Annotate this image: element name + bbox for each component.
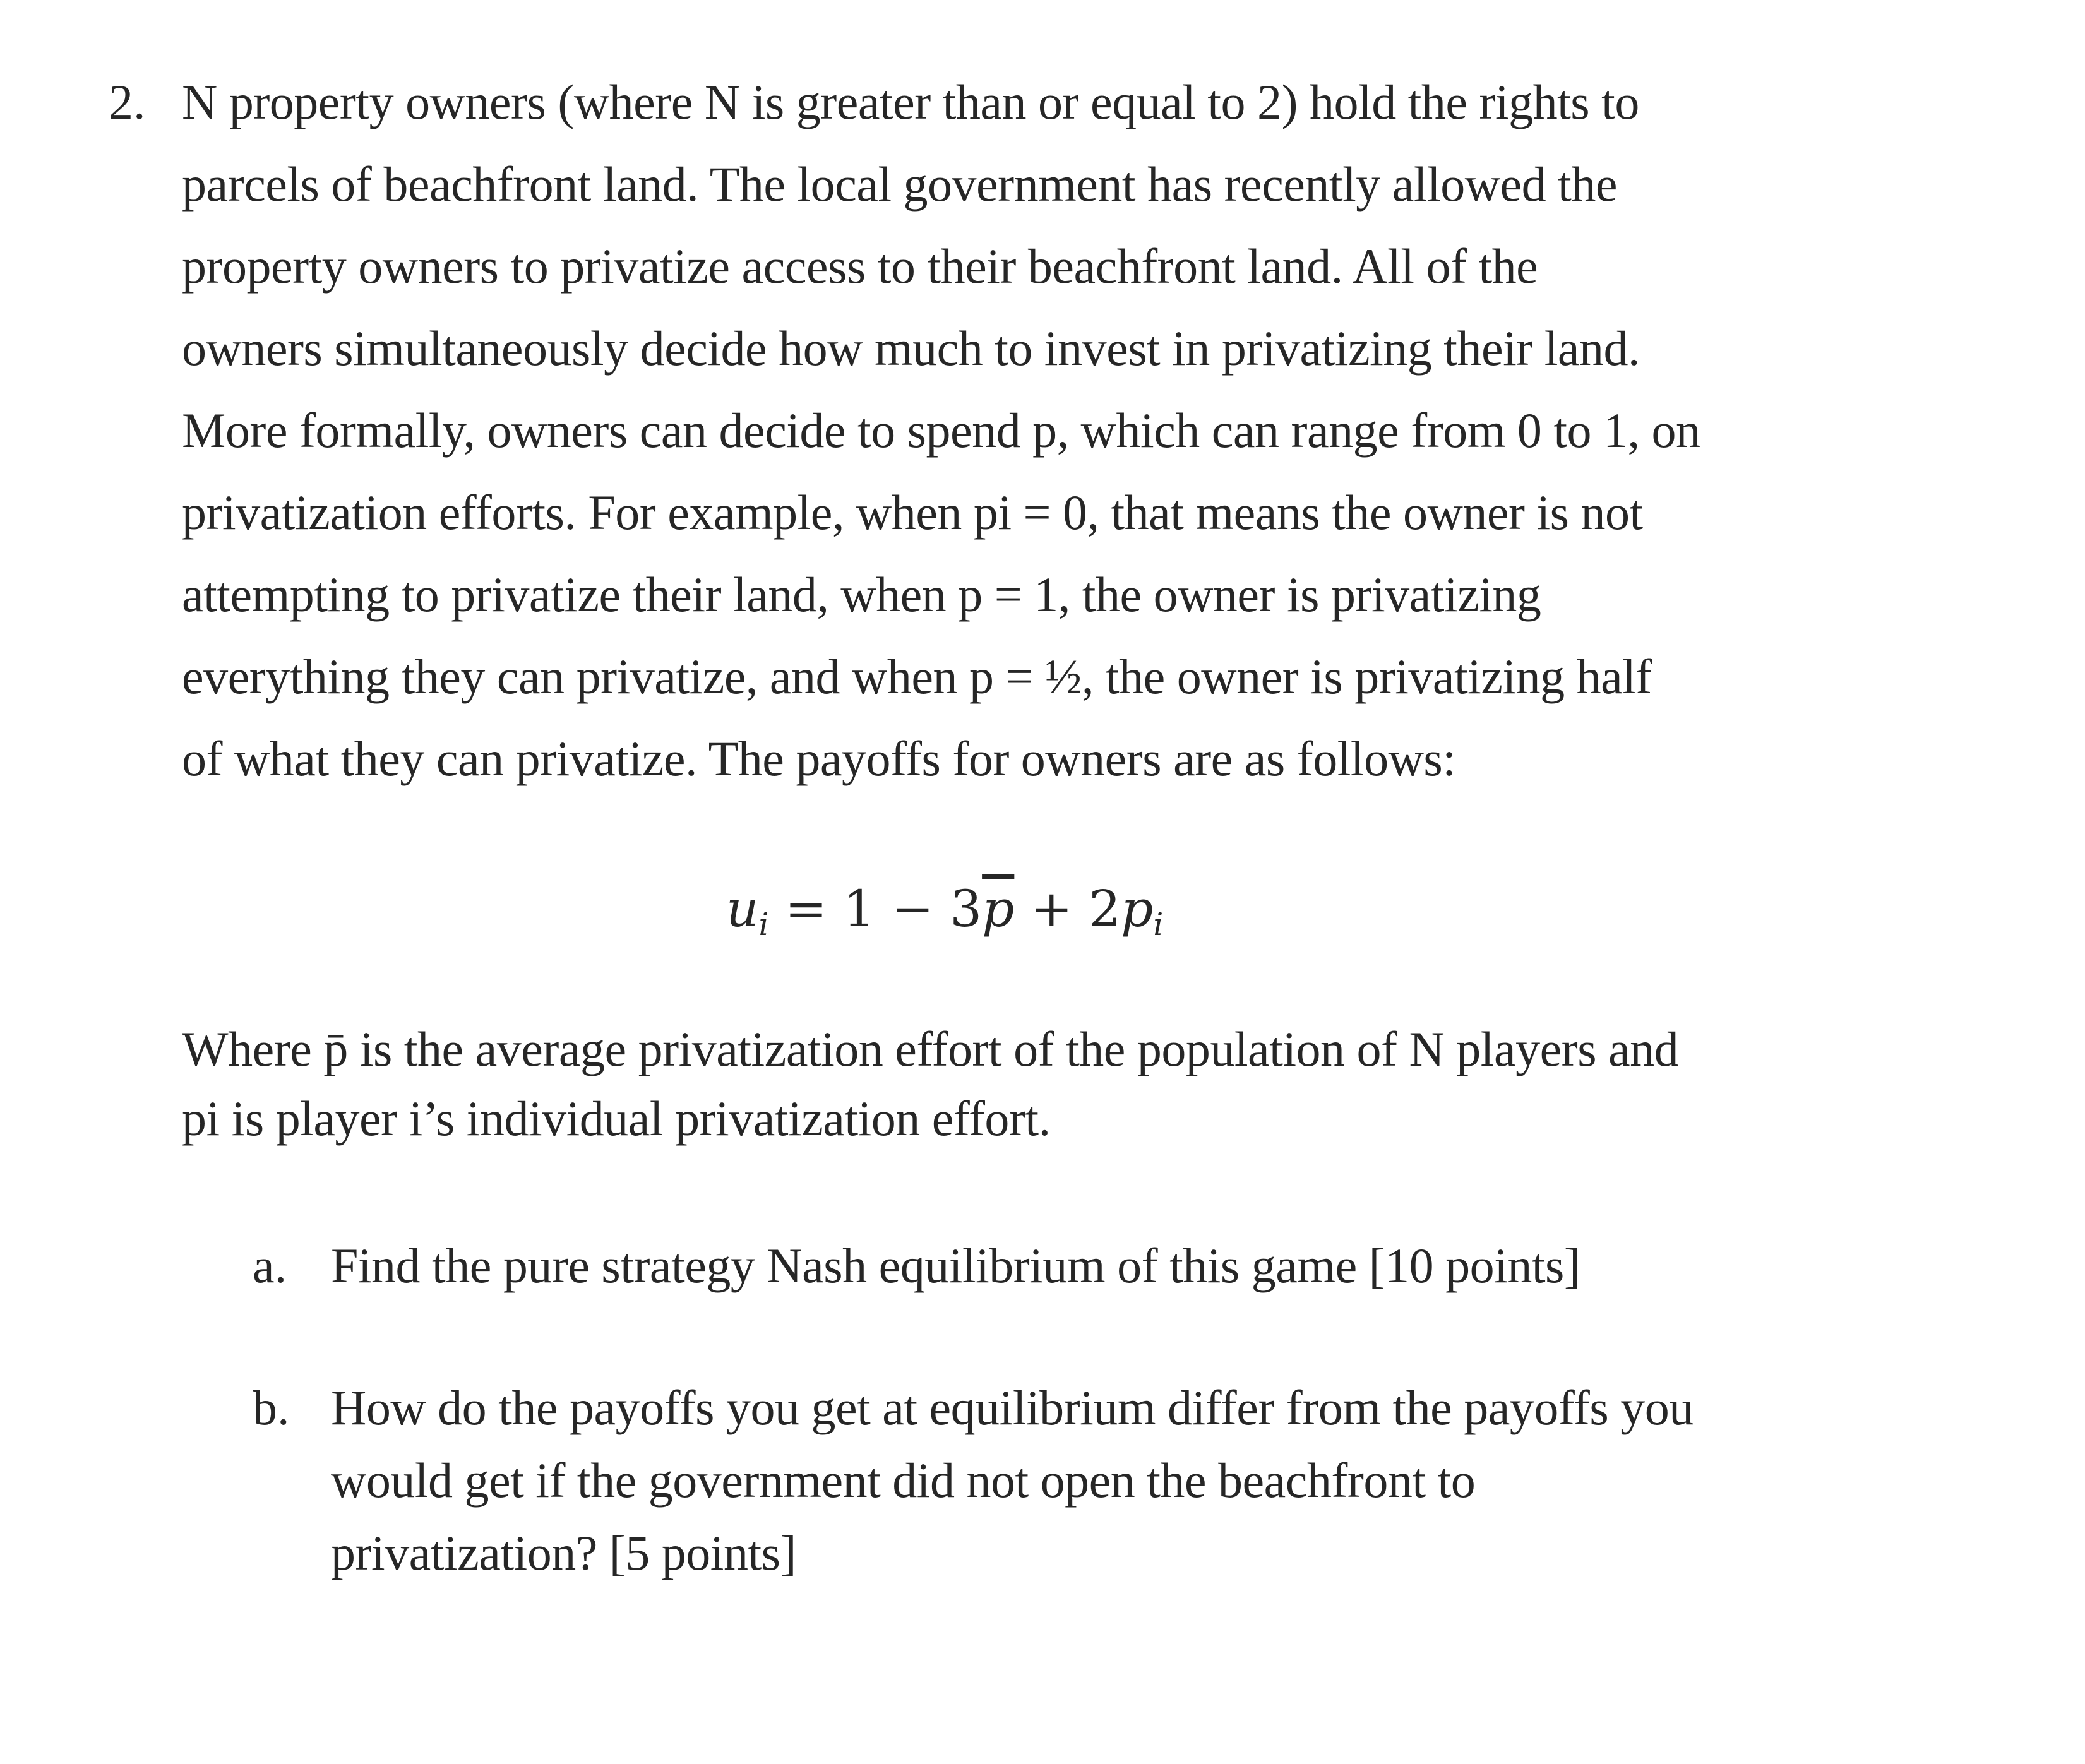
question-line-6: privatization efforts. For example, when pi = 0, that means the owner is not bbox=[182, 485, 1643, 540]
payoff-formula bbox=[726, 878, 1163, 956]
question-line-1: N property owners (where N is greater than or equal to 2) hold the rights to bbox=[182, 74, 1639, 129]
formula-p-subscript: i bbox=[1153, 906, 1164, 943]
where-line-1: Where p̄ is the average privatization effort of the population of N players and bbox=[182, 1022, 1679, 1076]
where-line-2: pi is player i’s individual privatization effort. bbox=[182, 1091, 1051, 1146]
question-line-9: of what they can privatize. The payoffs for owners are as follows: bbox=[182, 731, 1456, 786]
formula-u-subscript: i bbox=[758, 906, 769, 943]
part-a-line-1: Find the pure strategy Nash equilibrium of this game [10 points] bbox=[331, 1238, 1580, 1293]
part-a-label: a. bbox=[253, 1238, 287, 1293]
question-line-4: owners simultaneously decide how much to invest in privatizing their land. bbox=[182, 321, 1640, 376]
part-b-line-1: How do the payoffs you get at equilibrium differ from the payoffs you bbox=[331, 1380, 1694, 1435]
question-line-2: parcels of beachfront land. The local government has recently allowed the bbox=[182, 157, 1617, 212]
part-b-line-2: would get if the government did not open the beachfront to bbox=[331, 1453, 1476, 1508]
part-b-line-3: privatization? [5 points] bbox=[331, 1525, 796, 1580]
formula-u: u bbox=[726, 879, 759, 938]
question-number: 2. bbox=[109, 74, 146, 129]
question-line-5: More formally, owners can decide to spend p, which can range from 0 to 1, on bbox=[182, 403, 1700, 458]
formula-p: p bbox=[1121, 879, 1154, 938]
question-line-8: everything they can privatize, and when p = ½, the owner is privatizing half bbox=[182, 649, 1652, 704]
formula-p-bar: $\overline{p}$ bbox=[982, 879, 1015, 938]
part-b-label: b. bbox=[253, 1380, 290, 1435]
question-line-3: property owners to privatize access to their beachfront land. All of the bbox=[182, 239, 1538, 294]
formula-equals-part: = 1 − 3 bbox=[768, 879, 983, 938]
formula-plus-part: + 2 bbox=[1014, 879, 1121, 938]
question-line-7: attempting to privatize their land, when p = 1, the owner is privatizing bbox=[182, 567, 1541, 622]
